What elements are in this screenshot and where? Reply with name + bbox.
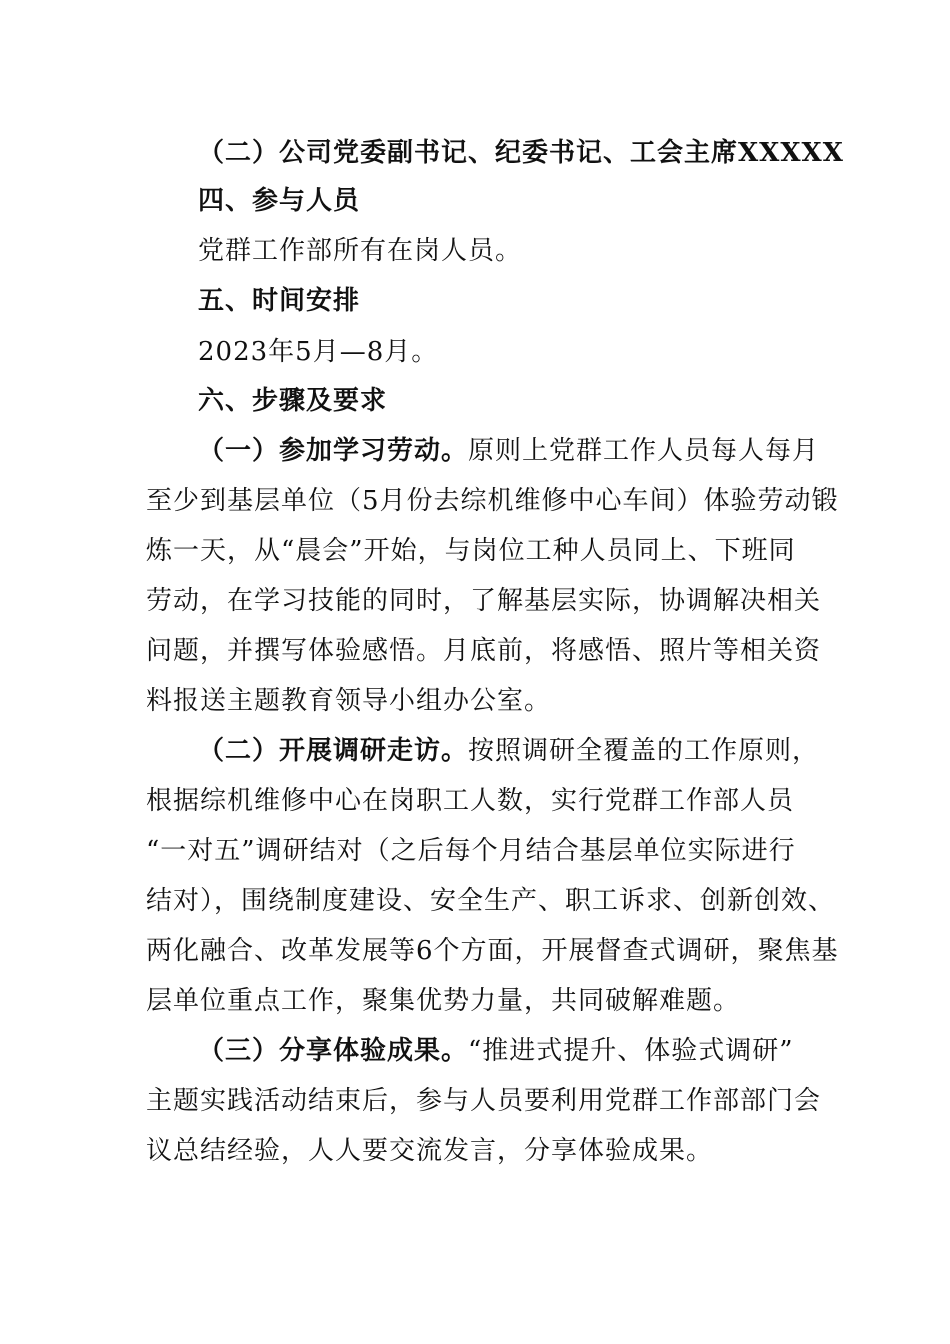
- paragraph-2-heading: （二）开展调研走访。: [198, 736, 469, 766]
- paragraph-3-line-3: 议总结经验，人人要交流发言，分享体验成果。: [146, 1136, 714, 1166]
- schedule-text: 2023年5月—8月。: [198, 337, 439, 367]
- paragraph-1-line-1: [198, 434, 858, 468]
- section-heading-steps: 六、步骤及要求: [198, 386, 388, 416]
- section-heading-participants: 四、参与人员: [198, 186, 361, 216]
- paragraph-2-line-1: [198, 734, 858, 768]
- paragraph-2-line-4: 结对），围绕制度建设、安全生产、职工诉求、创新创效、: [146, 886, 836, 916]
- paragraph-1-text: 原则上党群工作人员每人每月: [468, 436, 820, 466]
- paragraph-2-line-5: 两化融合、改革发展等6个方面，开展督查式调研，聚焦基: [146, 936, 839, 966]
- paragraph-3-line-2: 主题实践活动结束后，参与人员要利用党群工作部部门会: [146, 1086, 822, 1116]
- paragraph-2-text: 按照调研全覆盖的工作原则，: [468, 736, 820, 766]
- paragraph-3-line-1: [198, 1034, 858, 1068]
- paragraph-1-heading: （一）参加学习劳动。: [198, 436, 469, 466]
- paragraph-1-line-6: 料报送主题教育领导小组办公室。: [146, 686, 552, 716]
- paragraph-1-line-5: 问题，并撰写体验感悟。月底前，将感悟、照片等相关资: [146, 636, 822, 666]
- paragraph-3-heading: （三）分享体验成果。: [198, 1036, 469, 1066]
- paragraph-3-text: “推进式提升、体验式调研”: [468, 1036, 794, 1066]
- paragraph-1-line-4: 劳动，在学习技能的同时，了解基层实际，协调解决相关: [146, 586, 822, 616]
- section-heading-schedule: 五、时间安排: [198, 286, 361, 316]
- paragraph-2-line-3: “一对五”调研结对（之后每个月结合基层单位实际进行: [146, 836, 796, 866]
- participants-text: 党群工作部所有在岗人员。: [198, 236, 523, 266]
- section-subheading: （二）公司党委副书记、纪委书记、工会主席XXXXX: [198, 138, 844, 168]
- paragraph-1-line-3: 炼一天，从“晨会”开始，与岗位工种人员同上、下班同: [146, 536, 796, 566]
- paragraph-1-line-2: 至少到基层单位（5月份去综机维修中心车间）体验劳动锻: [146, 486, 839, 516]
- paragraph-2-line-6: 层单位重点工作，聚集优势力量，共同破解难题。: [146, 986, 741, 1016]
- paragraph-2-line-2: 根据综机维修中心在岗职工人数，实行党群工作部人员: [146, 786, 795, 816]
